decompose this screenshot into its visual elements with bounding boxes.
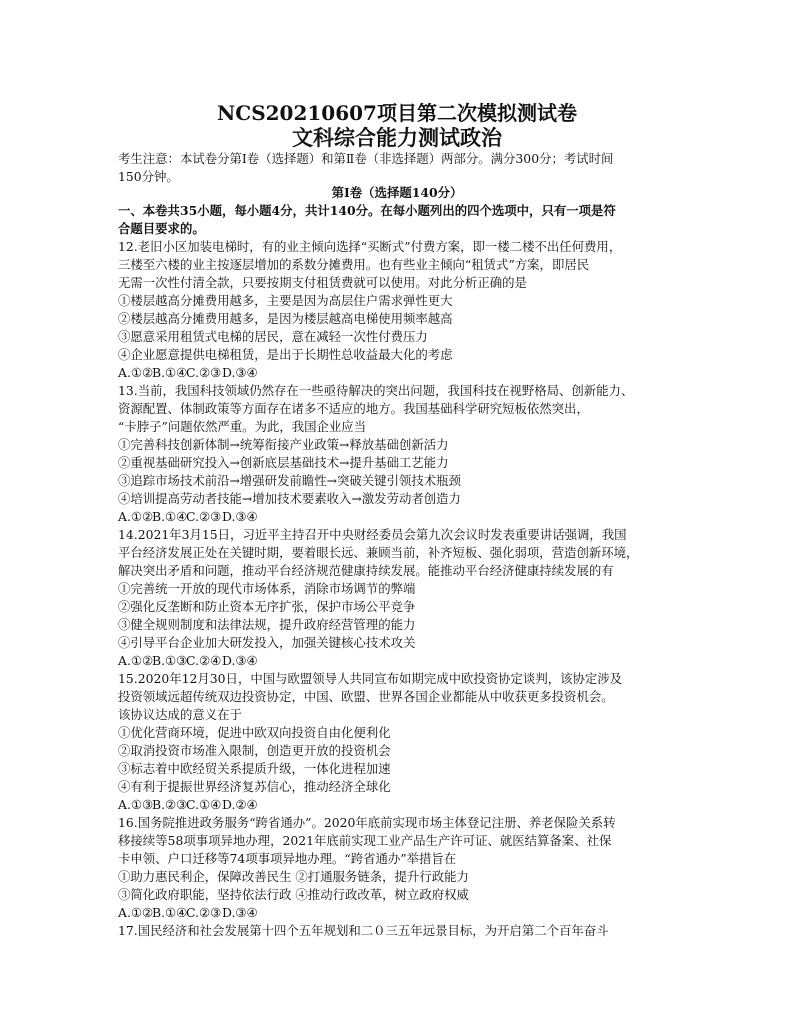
question-15-stem: 15.2020年12月30日，中国与欧盟领导人共同宣布如期完成中欧投资协定谈判，该协定涉及 xyxy=(118,671,623,686)
question-15-stem: 投资领域远超传统双边投资协定，中国、欧盟、世界各国企业都能从中收获更多投资机会。 xyxy=(118,689,614,704)
question-13-stem: “卡脖子”问题依然严重。为此，我国企业应当 xyxy=(118,419,367,434)
question-13-stem: 资源配置、体制政策等方面存在诸多不适应的地方。我国基础科学研究短板依然突出， xyxy=(118,401,589,416)
question-16-option: ①助力惠民利企，保障改善民生 ②打通服务链条，提升行政能力 xyxy=(118,869,469,884)
choice-d: D.③④ xyxy=(222,509,258,524)
choice-b: B.①④ xyxy=(152,365,188,380)
section-heading: 第Ⅰ卷（选择题140分） xyxy=(331,185,463,200)
choice-d: D.③④ xyxy=(222,653,258,668)
question-16-stem: 16.国务院推进政务服务“跨省通办”。2020年底前实现市场主体登记注册、养老保险关系转 xyxy=(118,815,616,830)
choice-a: A.①② xyxy=(118,509,154,524)
question-16-stem: 移接续等58项事项异地办理，2021年底前实现工业产品生产许可证、就医结算备案、社保 xyxy=(118,833,612,848)
choice-d: D.②④ xyxy=(222,797,258,812)
question-12-stem: 无需一次性付清全款，只要按期支付租赁费就可以使用。对此分析正确的是 xyxy=(118,275,527,290)
question-14-choices xyxy=(118,652,258,670)
choice-d: D.③④ xyxy=(222,905,258,920)
question-14-option: ②强化反垄断和防止资本无序扩张，保护市场公平竞争 xyxy=(118,599,416,614)
question-15-option: ③标志着中欧经贸关系提质升级，一体化进程加速 xyxy=(118,761,391,776)
choice-a: A.①② xyxy=(118,365,154,380)
question-17-stem: 17.国民经济和社会发展第十四个五年规划和二０三五年远景目标，为开启第二个百年奋斗 xyxy=(118,923,609,938)
question-15-choices xyxy=(118,796,258,814)
choice-a: A.①② xyxy=(118,653,154,668)
question-15-option: ①优化营商环境，促进中欧双向投资自由化便利化 xyxy=(118,725,391,740)
choice-b: B.①④ xyxy=(152,509,188,524)
question-12-option: ②楼层越高分摊费用越多，是因为楼层越高电梯使用频率越高 xyxy=(118,311,453,326)
question-16-stem: 卡申领、户口迁移等74项事项异地办理。“跨省通办”举措旨在 xyxy=(118,851,457,866)
question-14-option: ①完善统一开放的现代市场体系，消除市场调节的弊端 xyxy=(118,581,416,596)
question-12-stem: 12.老旧小区加装电梯时，有的业主倾向选择“买断式”付费方案，即一楼二楼不出任何费用， xyxy=(118,239,622,254)
choice-d: D.③④ xyxy=(222,365,258,380)
question-13-choices xyxy=(118,508,258,526)
choice-c: C.②③ xyxy=(186,509,222,524)
question-15-stem: 该协议达成的意义在于 xyxy=(118,707,242,722)
question-12-option: ①楼层越高分摊费用越多，主要是因为高层住户需求弹性更大 xyxy=(118,293,453,308)
question-14-option: ④引导平台企业加大研发投入，加强关键核心技术攻关 xyxy=(118,635,416,650)
question-14-stem: 14.2021年3月15日，习近平主持召开中央财经委员会第九次会议时发表重要讲话强调，我国 xyxy=(118,527,627,542)
choice-c: C.②③ xyxy=(186,905,222,920)
question-14-stem: 解决突出矛盾和问题，推动平台经济规范健康持续发展。能推动平台经济健康持续发展的有 xyxy=(118,563,614,578)
choice-c: C.②④ xyxy=(186,653,222,668)
choice-c: C.①④ xyxy=(186,797,222,812)
choice-b: B.②③ xyxy=(152,797,188,812)
question-13-stem: 13.当前，我国科技领域仍然存在一些亟待解决的突出问题，我国科技在视野格局、创新能力、 xyxy=(118,383,634,398)
choice-b: B.①④ xyxy=(152,905,188,920)
question-13-option: ①完善科技创新体制→统筹衔接产业政策→释放基础创新活力 xyxy=(118,437,449,452)
question-14-option: ③健全规则制度和法律法规，提升政府经营管理的能力 xyxy=(118,617,416,632)
question-12-option: ③愿意采用租赁式电梯的居民，意在减轻一次性付费压力 xyxy=(118,329,428,344)
exam-subtitle: 文科综合能力测试政治 xyxy=(292,125,502,150)
choice-b: B.①③ xyxy=(152,653,188,668)
question-16-choices xyxy=(118,904,258,922)
question-12-choices xyxy=(118,364,258,382)
question-13-option: ②重视基础研究投入→创新底层基础技术→提升基础工艺能力 xyxy=(118,455,449,470)
choice-a: A.①② xyxy=(118,905,154,920)
question-12-stem: 三楼至六楼的业主按逐层增加的系数分摊费用。也有些业主倾向“租赁式”方案，即居民 xyxy=(118,257,590,272)
question-16-option: ③简化政府职能，坚持依法行政 ④推动行政改革，树立政府权威 xyxy=(118,887,469,902)
question-13-option: ④培训提高劳动者技能→增加技术要素收入→激发劳动者创造力 xyxy=(118,491,461,506)
question-14-stem: 平台经济发展正处在关键时期，要着眼长远、兼顾当前，补齐短板、强化弱项，营造创新环境， xyxy=(118,545,639,560)
choice-a: A.①③ xyxy=(118,797,154,812)
notice-line: 150分钟。 xyxy=(118,169,179,184)
section-instructions: 合题目要求的。 xyxy=(118,221,205,236)
question-13-option: ③追踪市场技术前沿→增强研发前瞻性→突破关键引领技术瓶颈 xyxy=(118,473,461,488)
section-instructions: 一、本卷共35小题，每小题4分，共计140分。在每小题列出的四个选项中，只有一项是符 xyxy=(118,203,616,218)
question-15-option: ④有利于提振世界经济复苏信心，推动经济全球化 xyxy=(118,779,391,794)
question-12-option: ④企业愿意提供电梯租赁，是出于长期性总收益最大化的考虑 xyxy=(118,347,453,362)
notice-line: 考生注意：本试卷分第Ⅰ卷（选择题）和第Ⅱ卷（非选择题）两部分。满分300分；考试时间 xyxy=(118,151,614,166)
choice-c: C.②③ xyxy=(186,365,222,380)
exam-title: NCS20210607项目第二次模拟测试卷 xyxy=(217,101,577,125)
question-15-option: ②取消投资市场准入限制，创造更开放的投资机会 xyxy=(118,743,391,758)
